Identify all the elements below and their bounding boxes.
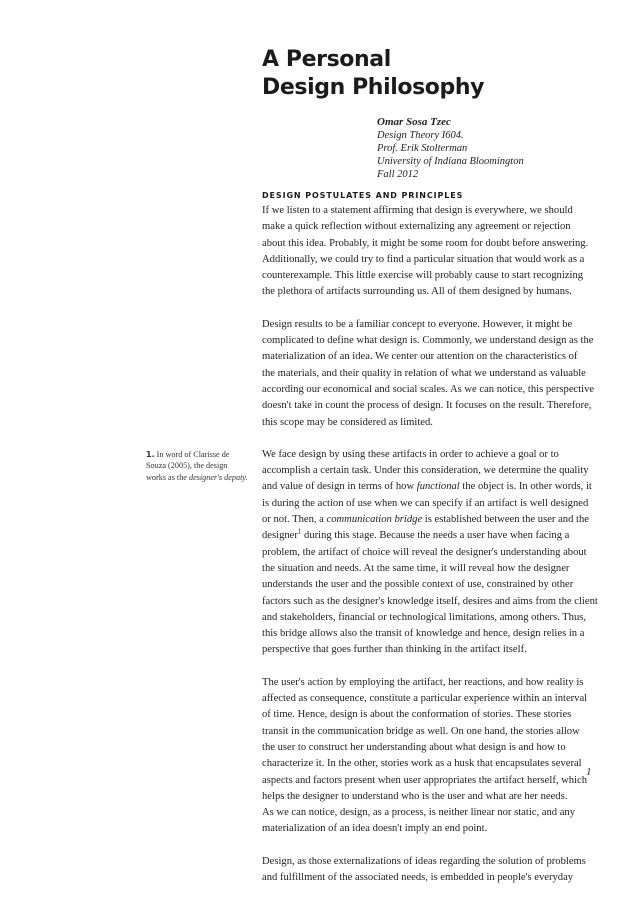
text-line: doesn't take in count the process of design. It focuses on the result. Therefore,: [262, 400, 592, 412]
text-line: problem, the artifact of choice will reveal the designer's understanding about: [262, 546, 587, 558]
text-line: and stakeholders, financial or technological limitations, among others. Thus,: [262, 611, 587, 623]
text-line: Design, as those externalizations of ideas regarding the solution of problems: [262, 855, 586, 867]
paragraph: [262, 854, 606, 887]
title-line-2: Design Philosophy: [262, 75, 485, 100]
text-line: the materials, and their quality in relation of what we understand as valuable: [262, 367, 586, 379]
text-line: accomplish a certain task. Under this consideration, we determine the quality: [262, 465, 589, 477]
text-line: or not. Then, a communication bridge is established between the user and the: [262, 514, 589, 526]
course-name: Design Theory I604.: [377, 130, 464, 141]
text-line: factors such as the designer's knowledge itself, desires and aims from the client: [262, 595, 598, 607]
text-line: and fulfillment of the associated needs, is embedded in people's everyday: [262, 871, 574, 883]
text-line: helps the designer to understand who is the user and what are her needs.: [262, 790, 568, 802]
sidenote-number: 1.: [146, 450, 155, 459]
paragraph: [262, 203, 606, 301]
text-line: As we can notice, design, as a process, is neither linear nor static, and any: [262, 807, 576, 819]
text-line: is during the action of use when we can specify if an artifact is well designed: [262, 497, 589, 509]
paragraph: [262, 317, 606, 431]
text-line: perspective that goes further than thinking in the artifact itself.: [262, 644, 527, 656]
sidenote-line: In word of Clarisse de: [156, 450, 230, 459]
text-line: according our economical and social scales. As we can notice, this perspective: [262, 383, 595, 395]
university-name: University of Indiana Bloomington: [377, 156, 524, 167]
text-line: and value of design in terms of how functional the object is. In other words, it: [262, 481, 592, 493]
sidenote-line: works as the: [146, 472, 187, 482]
text-line: If we listen to a statement affirming that design is everywhere, we should: [262, 205, 573, 216]
text-line: We face design by using these artifacts in order to achieve a goal or to: [262, 448, 559, 460]
paragraph: [262, 675, 606, 838]
text-line: materialization of an idea. We center our attention on the characteristics of: [262, 351, 578, 363]
sidenote-italic: designer's deputy.: [188, 472, 248, 482]
text-line: Additionally, we could try to find a particular situation that would work as a: [262, 253, 585, 265]
text-line: complicated to define what design is. Commonly, we understand design as the: [262, 335, 594, 347]
text-line: designer$^1$ during this stage. Because the needs a user have when facing a: [262, 527, 570, 542]
text-line: The user's action by employing the artifact, her reactions, and how reality is: [262, 676, 584, 688]
author-name: Omar Sosa Tzec: [377, 116, 451, 128]
text-line: the plethora of artifacts surrounding us. All of them designed by humans.: [262, 286, 572, 298]
text-line: about this idea. Probably, it might be some room for doubt before answering.: [262, 237, 589, 249]
text-line: understands the user and the possible context of use, constrained by other: [262, 579, 574, 591]
text-line: characterize it. In the other, stories work as a husk that encapsulates several: [262, 758, 582, 770]
body-text: [262, 203, 606, 902]
text-line: this bridge allows also the transit of knowledge and hence, design relies in a: [262, 628, 585, 640]
section-heading: DESIGN POSTULATES AND PRINCIPLES: [262, 191, 464, 200]
sidenote: [146, 449, 248, 483]
text-line: transit in the communication bridge as well. On one hand, the stories allow: [262, 725, 580, 737]
page-number: 1: [586, 766, 592, 778]
text-line: affected as consequence, constitute a particular experience within an interval: [262, 693, 588, 705]
text-line: this scope may be considered as limited.: [262, 416, 433, 428]
text-line: aspects and factors present when user appropriates the artifact herself, which: [262, 774, 588, 786]
text-line: the user to construct her understanding about what design is and how to: [262, 741, 566, 753]
term: Fall 2012: [377, 169, 419, 180]
text-line: the situation and needs. At the same time, it will reveal how the designer: [262, 562, 570, 574]
text-line: make a quick reflection without externalizing any agreement or rejection: [262, 221, 571, 233]
document-title: [262, 46, 484, 102]
title-line-1: A Personal: [262, 47, 391, 72]
text-line: Design results to be a familiar concept to everyone. However, it might be: [262, 318, 573, 330]
text-line: materialization of an idea doesn't imply an end point.: [262, 823, 488, 835]
author-block: [377, 116, 524, 181]
professor-name: Prof. Erik Stolterman: [377, 143, 468, 154]
sidenote-line: Souza (2005), the design: [146, 461, 228, 471]
paragraph: [262, 447, 606, 659]
text-line: of time. Hence, design is about the conformation of stories. These stories: [262, 709, 572, 721]
text-line: counterexample. This little exercise will probably cause to start recognizing: [262, 270, 584, 282]
